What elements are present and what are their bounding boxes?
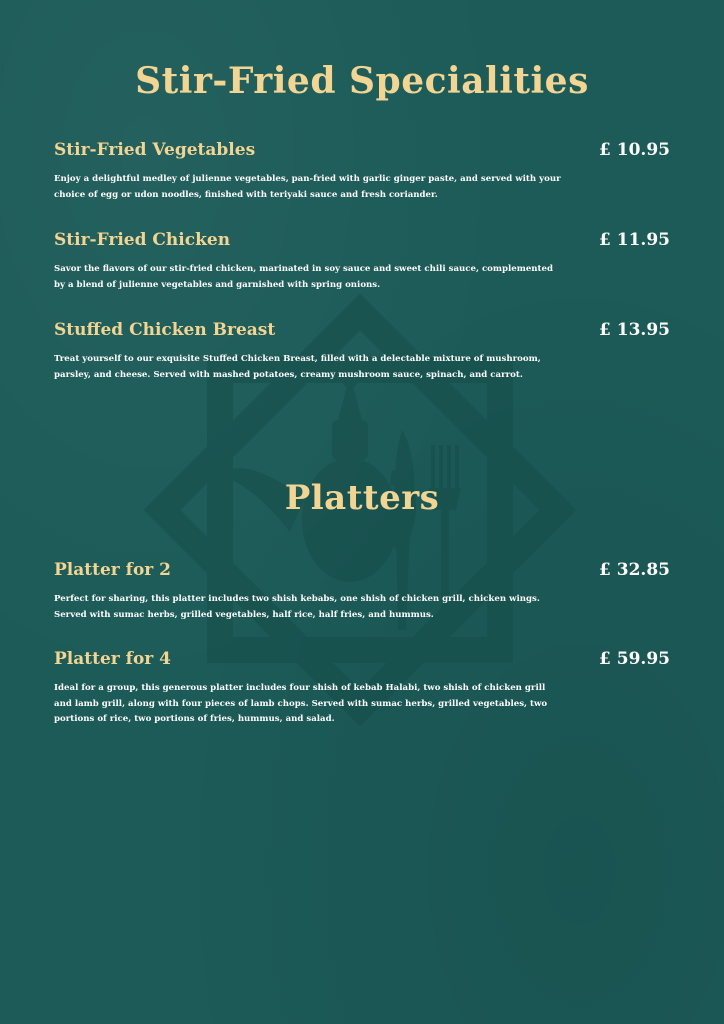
item-description: Treat yourself to our exquisite Stuffed Chicken Breast, filled with a delectable mixture of mushroom, parsley, and cheese. Served with mashed potatoes, creamy mushroom sauce, spinach, and carrot. — [54, 354, 541, 380]
item-price: £ 11.95 — [599, 230, 670, 250]
menu-item-stir-fried-vegetables — [54, 140, 674, 203]
item-name: Stuffed Chicken Breast — [54, 320, 276, 340]
item-price: £ 10.95 — [599, 140, 670, 160]
item-description: Enjoy a delightful medley of julienne vegetables, pan-fried with garlic ginger paste, and served with your choice of egg or udon noodles, finished with teriyaki sauce and fresh coriander. — [54, 174, 561, 200]
item-description: Perfect for sharing, this platter includes two shish kebabs, one shish of chicken grill, chicken wings. Served with sumac herbs, grilled vegetables, half rice, half fries, and hummus. — [54, 594, 540, 620]
item-description: Savor the flavors of our stir-fried chicken, marinated in soy sauce and sweet chili sauce, complemented by a blend of julienne vegetables and garnished with spring onions. — [54, 264, 553, 290]
item-name: Stir-Fried Vegetables — [54, 140, 256, 160]
section-title-stir-fried: Stir-Fried Specialities — [135, 60, 589, 102]
menu-item-platter-for-4 — [54, 649, 674, 728]
item-name: Stir-Fried Chicken — [54, 230, 231, 250]
item-price: £ 59.95 — [599, 649, 670, 669]
menu-item-stuffed-chicken-breast — [54, 320, 674, 383]
item-price: £ 13.95 — [599, 320, 670, 340]
item-name: Platter for 2 — [54, 560, 172, 580]
menu-item-platter-for-2 — [54, 560, 674, 623]
item-name: Platter for 4 — [54, 649, 172, 669]
menu-item-stir-fried-chicken — [54, 230, 674, 293]
section-title-platters: Platters — [284, 478, 440, 518]
item-price: £ 32.85 — [599, 560, 670, 580]
item-description: Ideal for a group, this generous platter includes four shish of kebab Halabi, two shish of chicken grill and lamb grill, along with four pieces of lamb chops. Served with sumac herbs, grilled vegetables, two portions of rice, two portions of fries, hummus, and salad. — [54, 683, 548, 724]
